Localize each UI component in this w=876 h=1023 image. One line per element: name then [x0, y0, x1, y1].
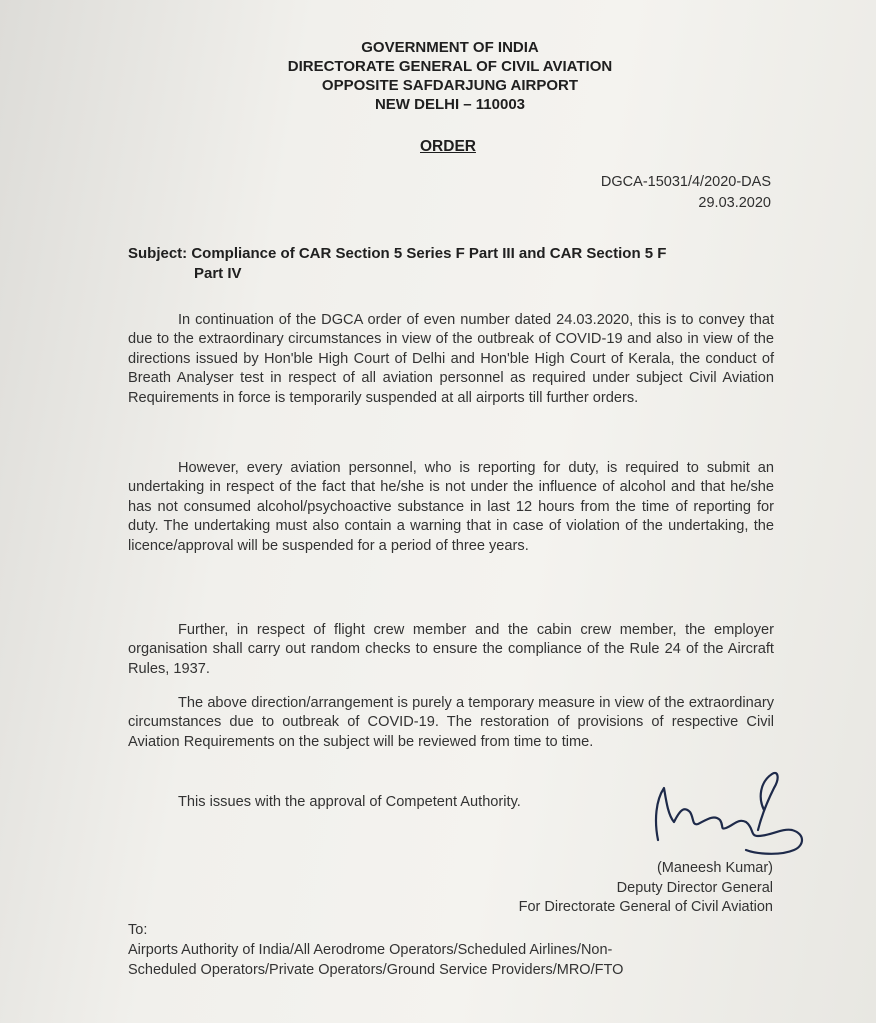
- paragraph-suspension: In continuation of the DGCA order of even number dated 24.03.2020, this is to convey that due to the extraordinary circumstances in view of the outbreak of COVID-19 and also in view of the directions issued by Hon'ble High Court of Delhi and Hon'ble High Court of Kerala, the conduct of Breath Analyser test in respect of all aviation personnel as required under subject Civil Aviation Requirements in force is temporarily suspended at all airports till further orders.: [128, 312, 774, 406]
- paragraph-undertaking: However, every aviation personnel, who is reporting for duty, is required to submit an undertaking in respect of the fact that he/she is not under the influence of alcohol and that he/she has not consumed alcohol/psychoactive substance in last 12 hours from the time of reporting for duty. The undertaking must also contain a warning that in case of violation of the undertaking, the licence/approval will be suspended for a period of three years.: [128, 460, 774, 554]
- reference-number: DGCA-15031/4/2020-DAS: [600, 174, 771, 190]
- handwritten-signature: [646, 770, 816, 870]
- subject-line: [128, 244, 768, 284]
- letterhead-government: GOVERNMENT OF INDIA: [361, 39, 539, 56]
- letterhead-directorate: DIRECTORATE GENERAL OF CIVIL AVIATION: [287, 58, 613, 75]
- recipients-label: To:: [128, 922, 148, 938]
- letterhead: [0, 38, 876, 114]
- recipients-line-1: Airports Authority of India/All Aerodrome Operators/Scheduled Airlines/Non-: [128, 942, 613, 958]
- paragraph-temporary-measure: The above direction/arrangement is purely a temporary measure in view of the extraordinary circumstances due to outbreak of COVID-19. The restoration of provisions of respective Civil Aviation Requirements on the subject will be reviewed from time to time.: [128, 695, 774, 750]
- paragraph-approval: This issues with the approval of Competent Authority.: [178, 794, 521, 810]
- signatory-name: (Maneesh Kumar): [656, 860, 773, 876]
- reference-block: [601, 172, 771, 214]
- subject-text-continued: Part IV: [194, 265, 242, 282]
- signatory-organisation: For Directorate General of Civil Aviation: [518, 899, 773, 915]
- recipients-line-2: Scheduled Operators/Private Operators/Ground Service Providers/MRO/FTO: [128, 962, 624, 978]
- document-title: ORDER: [420, 138, 476, 155]
- letterhead-city: NEW DELHI – 110003: [374, 96, 526, 113]
- signature-block: [519, 859, 773, 918]
- subject-text: Subject: Compliance of CAR Section 5 Series F Part III and CAR Section 5 F: [128, 245, 667, 262]
- recipients-block: [128, 920, 768, 980]
- letterhead-address: OPPOSITE SAFDARJUNG AIRPORT: [321, 77, 579, 94]
- signatory-designation: Deputy Director General: [616, 879, 773, 896]
- reference-date: 29.03.2020: [698, 195, 771, 211]
- paragraph-random-checks: Further, in respect of flight crew member and the cabin crew member, the employer organisation shall carry out random checks to ensure the compliance of the Rule 24 of the Aircraft Rules, 1937.: [128, 622, 774, 677]
